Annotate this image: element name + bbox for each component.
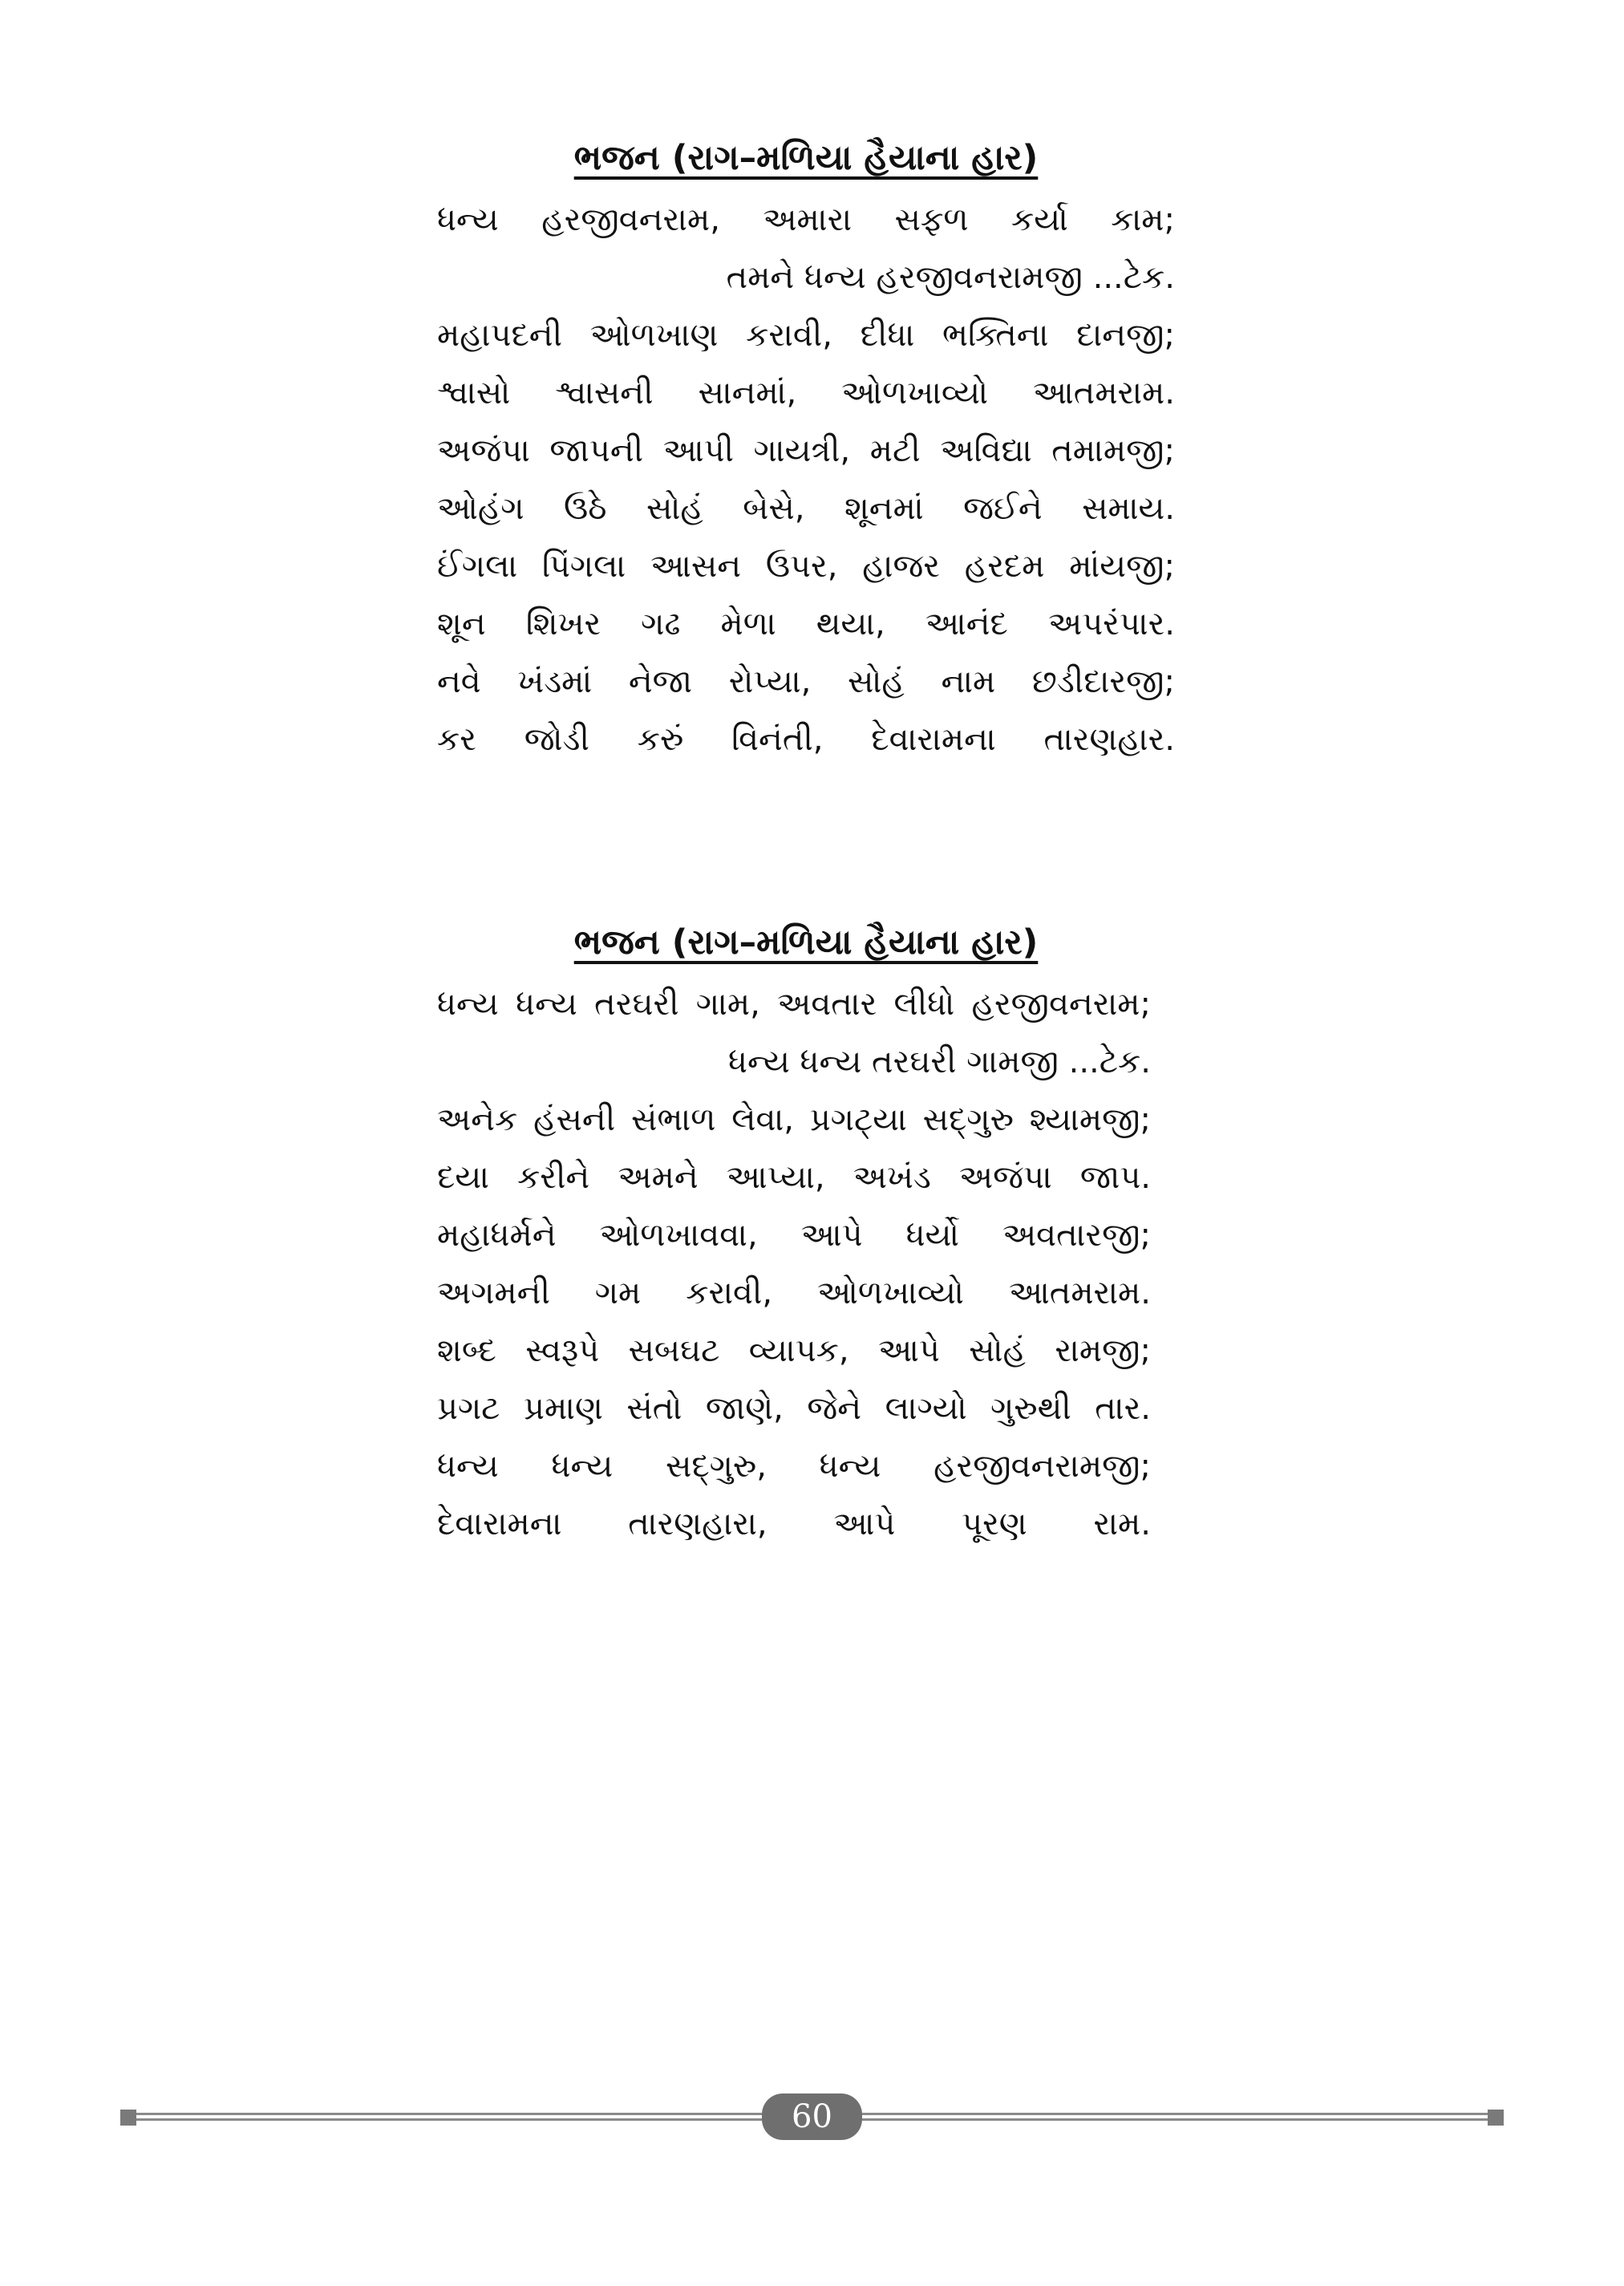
bhajan-title: ભજન (રાગ–મળિયા હૈયાના હાર) bbox=[573, 922, 1039, 963]
verse-line: શ્વાસો શ્વાસની સાનમાં, ઓળખાવ્યો આતમરામ. bbox=[437, 375, 1175, 411]
verse-line: નવે ખંડમાં નેજા રોપ્યા, સોહં નામ છડીદારજી; bbox=[437, 663, 1175, 700]
footer-right-rule bbox=[862, 2113, 1488, 2121]
verse-line: દેવારામના તારણહારા, આપે પૂરણ રામ. bbox=[437, 1506, 1151, 1542]
verse-line: ઓહંગ ઉઠે સોહં બેસે, શૂનમાં જઈને સમાય. bbox=[437, 490, 1175, 527]
verse-line: શબ્દ સ્વરૂપે સબઘટ વ્યાપક, આપે સોહં રામજી; bbox=[437, 1332, 1151, 1369]
verse-line: અનેક હંસની સંભાળ લેવા, પ્રગટ્યા સદ્‌ગુરુ શ્યામજી; bbox=[437, 1101, 1151, 1138]
verse-line: ધન્ય હરજીવનરામ, અમારા સફળ કર્યા કામ; bbox=[437, 201, 1175, 238]
verse-line: ધન્ય ધન્ય સદ્‌ગુરુ, ધન્ય હરજીવનરામજી; bbox=[437, 1448, 1151, 1485]
verse-line: શૂન શિખર ગઢ મેળા થયા, આનંદ અપરંપાર. bbox=[437, 606, 1175, 642]
footer-right-cap bbox=[1488, 2110, 1504, 2126]
bhajan-section-2 bbox=[437, 913, 1175, 1553]
verse-line: મહાધર્મને ઓળખાવવા, આપે ધર્યો અવતારજી; bbox=[437, 1217, 1151, 1254]
refrain-line: તમને ધન્ય હરજીવનરામજી ...ટેક. bbox=[726, 259, 1175, 296]
verse-line: ઈંગલા પિંગલા આસન ઉપર, હાજર હરદમ માંયજી; bbox=[437, 548, 1175, 585]
footer-left-rule bbox=[136, 2113, 762, 2121]
verse-line: દયા કરીને અમને આપ્યા, અખંડ અજંપા જાપ. bbox=[437, 1159, 1151, 1196]
bhajan-section-1 bbox=[437, 128, 1175, 768]
verse-line: અગમની ગમ કરાવી, ઓળખાવ્યો આતમરામ. bbox=[437, 1275, 1151, 1311]
bhajan-title: ભજન (રાગ–મળિયા હૈયાના હાર) bbox=[573, 138, 1039, 178]
verse-line: કર જોડી કરું વિનંતી, દેવારામના તારણહાર. bbox=[437, 721, 1175, 758]
verse-line: અજંપા જાપની આપી ગાયત્રી, મટી અવિદ્યા તમામજી; bbox=[437, 432, 1175, 469]
footer-left-cap bbox=[120, 2110, 136, 2126]
page-footer bbox=[120, 2093, 1504, 2142]
page-number: 60 bbox=[762, 2093, 862, 2140]
verse-line: મહાપદની ઓળખાણ કરાવી, દીધા ભક્તિના દાનજી; bbox=[437, 317, 1175, 354]
verse-line: ધન્ય ધન્ય તરઘરી ગામ, અવતાર લીધો હરજીવનરામ; bbox=[437, 986, 1151, 1023]
refrain-line: ધન્ય ધન્ય તરઘરી ગામજી ...ટેક. bbox=[728, 1044, 1151, 1080]
verse-line: પ્રગટ પ્રમાણ સંતો જાણે, જેને લાગ્યો ગુરુથી તાર. bbox=[437, 1390, 1151, 1427]
